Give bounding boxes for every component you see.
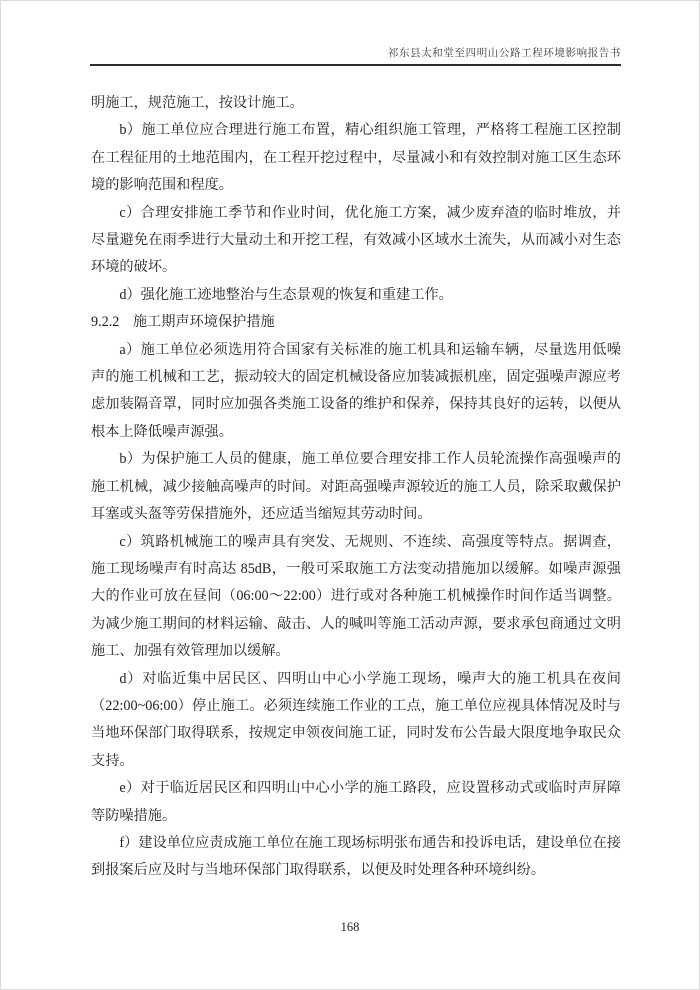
section-heading — [91, 309, 621, 336]
paragraph-continuation: 明施工，规范施工，按设计施工。 — [91, 95, 304, 111]
paragraph-item-e-noise: e）对于临近居民区和四明山中心小学的施工路段，应设置移动式或临时声屏障等防噪措施。 — [91, 780, 621, 824]
paragraph-item-a-noise: a）施工单位必须选用符合国家有关标准的施工机具和运输车辆，尽量选用低噪声的施工机械和工艺，振动较大的固定机械设备应加装减振机座，固定强噪声源应考虑加装隔音罩，同时应加强各类施工设备的维护和保养，保持其良好的运转，以便从根本上降低噪声源强。 — [91, 341, 621, 440]
header-rule — [90, 64, 621, 66]
document-body — [91, 90, 621, 885]
running-header-title: 祁东县太和堂至四明山公路工程环境影响报告书 — [387, 48, 621, 59]
paragraph-item-d-ecology: d）强化施工迹地整治与生态景观的恢复和重建工作。 — [119, 286, 453, 303]
section-title: 施工期声环境保护措施 — [132, 314, 275, 331]
paragraph-item-c-noise: c）筑路机械施工的噪声具有突发、无规则、不连续、高强度等特点。据调查，施工现场噪声有时高达 85dB，一般可采取施工方法变动措施加以缓解。如噪声源强大的作业可放在昼间（06:00～22:00）进行或对各种施工机械操作时间作适当调整。为减少施工期间的材料运输、敲击、人的喊叫等施工活动声源，要求承包商通过文明施工、加强有效管理加以缓解。 — [91, 533, 621, 660]
paragraph-item-c-ecology: c）合理安排施工季节和作业时间，优化施工方案，减少废弃渣的临时堆放，并尽量避免在雨季进行大量动土和开挖工程，有效减小区域水土流失，从而减小对生态环境的破坏。 — [91, 204, 621, 276]
paragraph-item-f-noise: f）建设单位应责成施工单位在施工现场标明张布通告和投诉电话，建设单位在接到报案后应及时与当地环保部门取得联系，以便及时处理各种环境纠纷。 — [91, 834, 621, 879]
paragraph-item-b-ecology: b）施工单位应合理进行施工布置，精心组织施工管理，严格将工程施工区控制在工程征用的土地范围内，在工程开挖过程中，尽量减小和有效控制对施工区生态环境的影响范围和程度。 — [91, 122, 621, 194]
page-number: 168 — [340, 920, 360, 934]
paragraph-item-b-noise: b）为保护施工人员的健康，施工单位要合理安排工作人员轮流操作高强噪声的施工机械，减少接触高噪声的时间。对距高强噪声源较近的施工人员，除采取戴保护耳塞或头盔等劳保措施外，还应适当缩短其劳动时间。 — [91, 451, 621, 523]
page-footer — [1, 920, 699, 935]
section-number: 9.2.2 — [91, 314, 120, 331]
paragraph-item-d-noise: d）对临近集中居民区、四明山中心小学施工现场，噪声大的施工机具在夜间（22:00~06:00）停止施工。必须连续施工作业的工点，施工单位应视具体情况及时与当地环保部门取得联系，按规定申领夜间施工证，同时发布公告最大限度地争取民众支持。 — [91, 670, 621, 769]
running-header — [90, 45, 621, 66]
